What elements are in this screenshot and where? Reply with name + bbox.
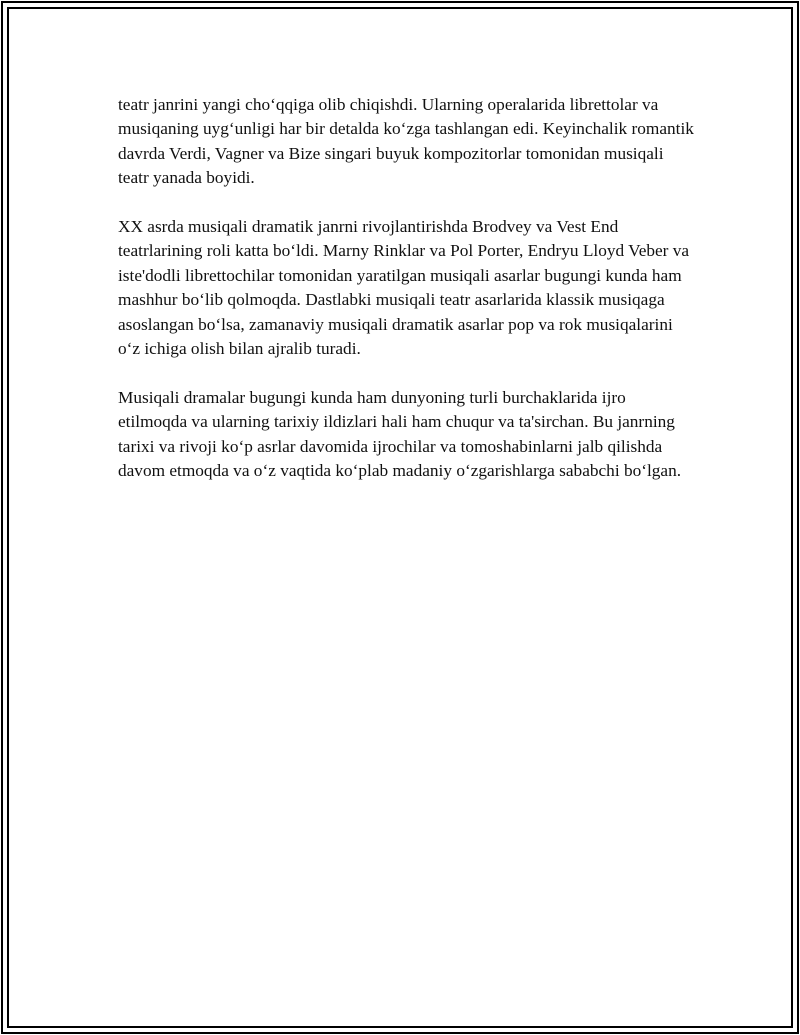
paragraph-2: XX asrda musiqali dramatik janrni rivojlantirishda Brodvey va Vest End teatrlarining roli katta bo‘ldi. Marny Rinklar va Pol Porter, Endryu Lloyd Veber va iste'dodli librettochilar tomonidan yaratilgan musiqali asarlar bugungi kunda ham mashhur bo‘lib qolmoqda. Dastlabki musiqali teatr asarlarida klassik musiqaga asoslangan bo‘lsa, zamanaviy musiqali dramatik asarlar pop va rok musiqalarini o‘z ichiga olish bilan ajralib turadi. [118,217,690,359]
paragraph-3: Musiqali dramalar bugungi kunda ham dunyoning turli burchaklarida ijro etilmoqda va ularning tarixiy ildizlari hali ham chuqur va ta'sirchan. Bu janrning tarixi va rivoji ko‘p asrlar davomida ijrochilar va tomoshabinlarni jalb qilishda davom etmoqda va o‘z vaqtida ko‘plab madaniy o‘zgarishlarga sababchi bo‘lgan. [118,387,682,481]
document-body [118,93,698,508]
paragraph-1: teatr janrini yangi cho‘qqiga olib chiqishdi. Ularning operalarida librettolar va musiqaning uyg‘unligi har bir detalda ko‘zga tashlangan edi. Keyinchalik romantik davrda Verdi, Vagner va Bize singari buyuk kompozitorlar tomonidan musiqali teatr yanada boyidi. [118,95,694,188]
